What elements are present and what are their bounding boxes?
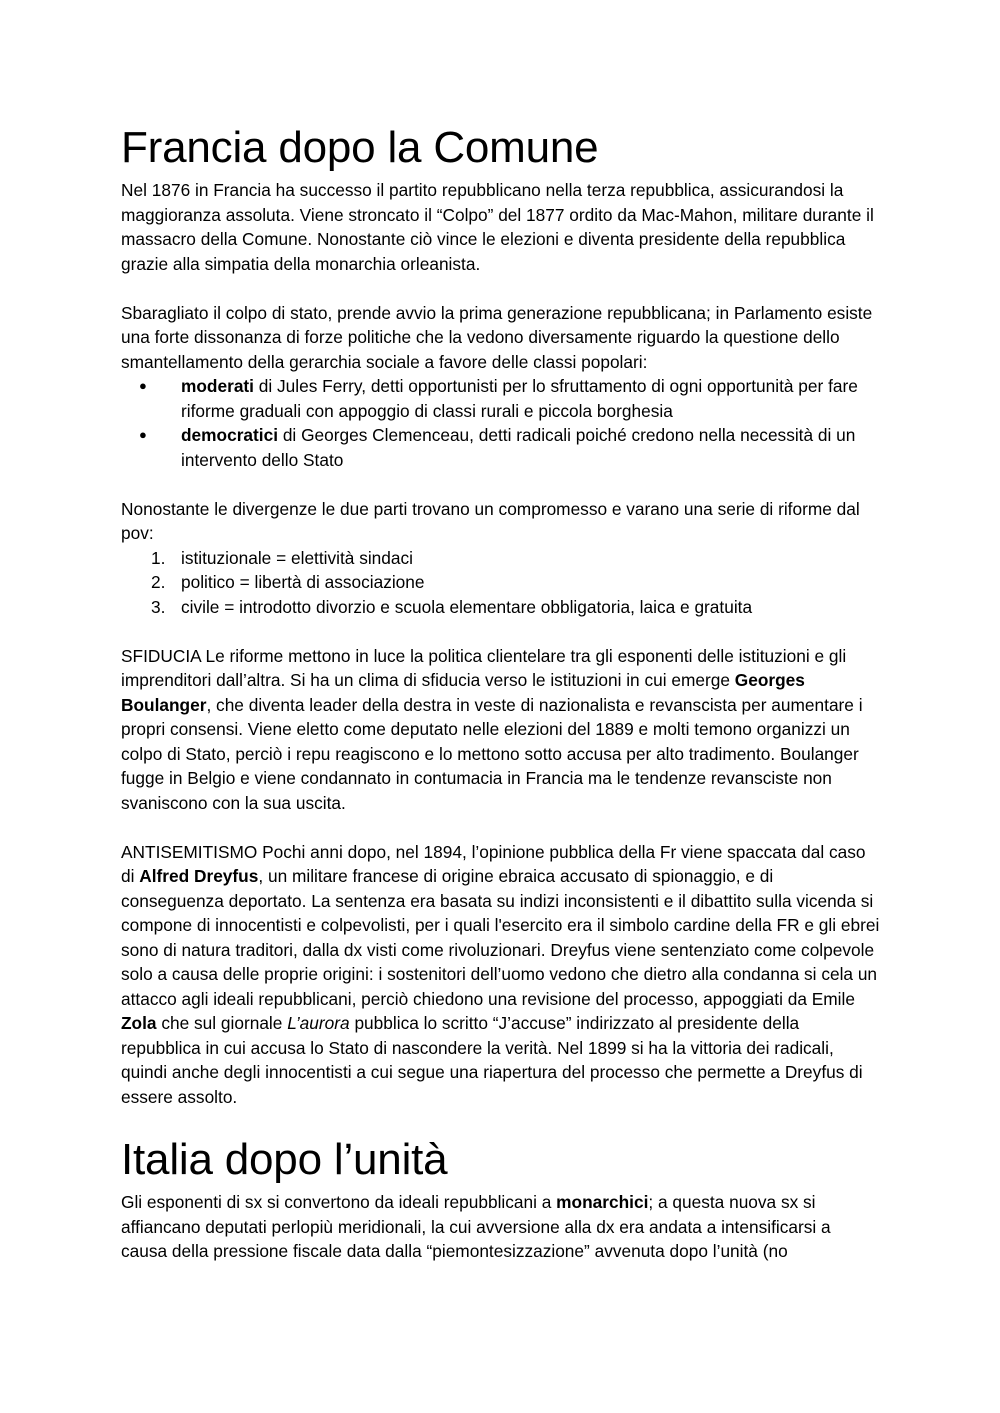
paragraph-compromesso: Nonostante le divergenze le due parti trovano un compromesso e varano una serie di riforme dal pov: bbox=[121, 498, 860, 543]
text-run: SFIDUCIA Le riforme mettono in luce la politica clientelare tra gli esponenti delle istituzioni e gli imprenditori dall’altra. Si ha un clima di sfiducia verso le istituzioni in cui emerge bbox=[121, 645, 847, 690]
section-heading-italia: Italia dopo l’unità bbox=[121, 1135, 448, 1184]
list-item bbox=[121, 570, 880, 595]
list-number: 3. bbox=[151, 596, 166, 617]
paragraph-sfiducia bbox=[121, 644, 880, 816]
list-item-text: di Jules Ferry, detti opportunisti per lo sfruttamento di ogni opportunità per fare riforme graduali con appoggio di classi rurali e piccola borghesia bbox=[181, 376, 858, 421]
bold-term: Alfred Dreyfus bbox=[139, 866, 259, 886]
numbered-list-riforme bbox=[121, 546, 880, 620]
paragraph-prima-generazione: Sbaragliato il colpo di stato, prende avvio la prima generazione repubblicana; in Parlamento esiste una forte dissonanza di forze politiche che la vedono diversamente riguardo la questione dello smantellamento della gerarchia sociale a favore delle classi popolari: bbox=[121, 302, 873, 372]
paragraph-gap bbox=[121, 619, 880, 644]
italic-term: L’aurora bbox=[287, 1013, 350, 1033]
bold-term: democratici bbox=[181, 425, 279, 445]
section-heading-francia: Francia dopo la Comune bbox=[121, 123, 599, 172]
text-run: pubblica lo scritto “J’accuse” indirizzato al presidente della repubblica in cui accusa lo Stato di nascondere la verità. Nel 1899 si ha la vittoria dei radicali, quindi anche degli innocentisti a cui segue una riapertura del processo che permette a Dreyfus di essere assolto. bbox=[121, 1013, 863, 1107]
paragraph-gap bbox=[121, 472, 880, 497]
list-item bbox=[121, 423, 880, 472]
list-item-text: politico = libertà di associazione bbox=[181, 572, 425, 592]
list-item bbox=[121, 374, 880, 423]
text-run: che sul giornale bbox=[156, 1013, 288, 1033]
list-item bbox=[121, 595, 880, 620]
text-run: ANTISEMITISMO Pochi anni dopo, nel 1894, l’opinione pubblica della Fr viene spaccata dal caso di bbox=[121, 841, 866, 886]
list-item-text: istituzionale = elettività sindaci bbox=[181, 547, 413, 568]
list-item-text: civile = introdotto divorzio e scuola elementare obbligatoria, laica e gratuita bbox=[181, 596, 753, 617]
paragraph-italia-intro bbox=[121, 1190, 880, 1264]
list-number: 2. bbox=[151, 572, 166, 592]
paragraph-gap bbox=[121, 815, 880, 840]
bold-term: moderati bbox=[181, 376, 254, 396]
text-run: , un militare francese di origine ebraica accusato di spionaggio, e di conseguenza deportato. La sentenza era basata su indizi inconsistenti e il dibattito sulla vicenda si compone di innocentisti e colpevolisti, per i quali l'esercito era il simbolo cardine della FR e gli ebrei sono di natura traditori, dalla dx visti come rivoluzionari. Dreyfus viene sentenziato come colpevole solo a causa delle proprie origini: i sostenitori dell’uomo vedono che dietro alla condanna si cela un attacco agli ideali repubblicani, perciò chiedono una revisione del processo, appoggiati da Emile bbox=[121, 866, 880, 1009]
list-item-text: di Georges Clemenceau, detti radicali poiché credono nella necessità di un intervento dello Stato bbox=[181, 425, 856, 470]
paragraph-intro: Nel 1876 in Francia ha successo il partito repubblicano nella terza repubblica, assicurandosi la maggioranza assoluta. Viene stroncato il “Colpo” del 1877 ordito da Mac-Mahon, militare durante il massacro della Comune. Nonostante ciò vince le elezioni e diventa presidente della repubblica grazie alla simpatia della monarchia orleanista. bbox=[121, 180, 874, 274]
bullet-icon: ● bbox=[139, 427, 147, 442]
text-run: , che diventa leader della destra in veste di nazionalista e revanscista per aumentare i propri consensi. Viene eletto come deputato nelle elezioni del 1889 e molti temono organizzi un colpo di Stato, perciò i repu reagiscono e lo mettono sotto accusa per alto tradimento. Boulanger fugge in Belgio e viene condannato in contumacia in Francia ma le tendenze revansciste non svaniscono con la sua uscita. bbox=[121, 694, 863, 813]
list-item bbox=[121, 546, 880, 571]
bold-term: Zola bbox=[121, 1013, 157, 1033]
text-run: Gli esponenti di sx si convertono da ideali repubblicani a bbox=[121, 1192, 557, 1212]
bold-term: monarchici bbox=[556, 1192, 649, 1212]
list-number: 1. bbox=[151, 547, 166, 568]
paragraph-gap bbox=[121, 276, 880, 301]
text-run: ; a questa nuova sx si affiancano deputati perlopiù meridionali, la cui avversione alla dx era andata a intensificarsi a causa della pressione fiscale data dalla “piemontesizzazione” avvenuta dopo l’unità (no bbox=[121, 1192, 831, 1261]
paragraph-antisemitismo bbox=[121, 840, 880, 1110]
bullet-icon: ● bbox=[139, 378, 147, 393]
bold-term: Georges Boulanger bbox=[121, 670, 805, 715]
bullet-list-forze-politiche bbox=[121, 374, 880, 472]
